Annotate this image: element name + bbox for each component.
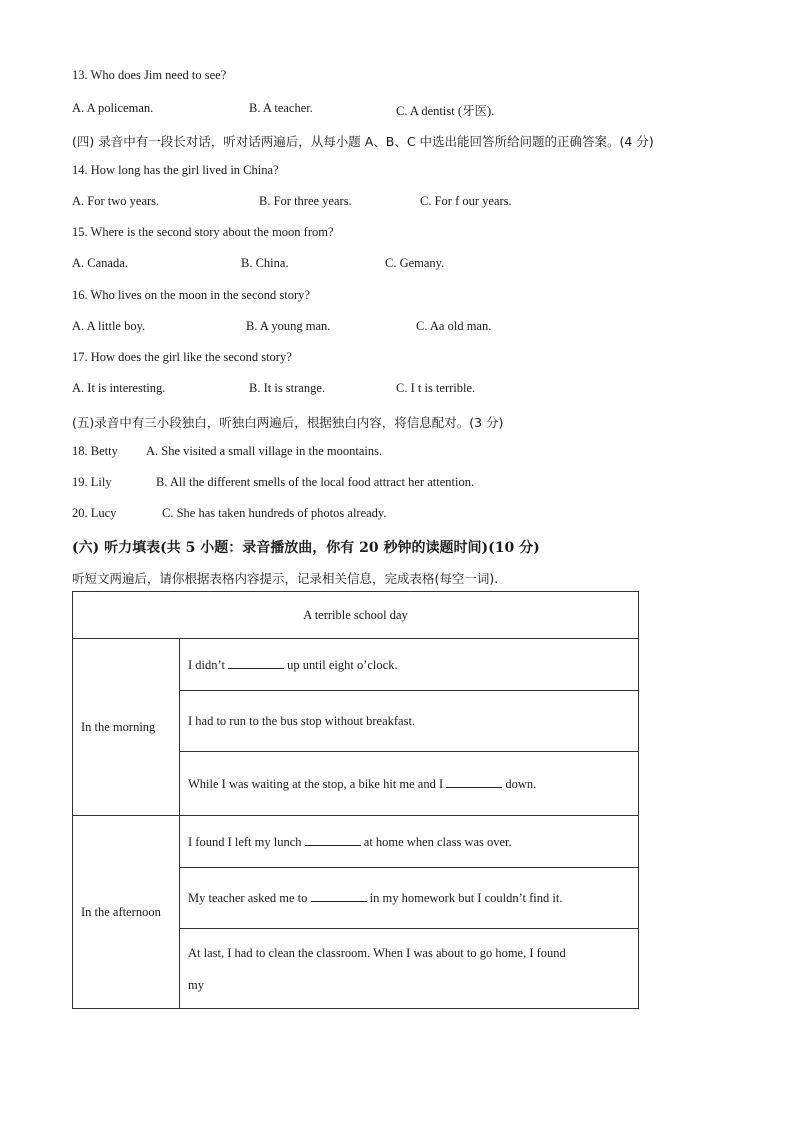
q13-option-a: A. A policeman. — [72, 101, 154, 115]
table-cell-morning-3 — [180, 752, 639, 816]
q16-option-a: A. A little boy. — [72, 319, 146, 333]
section-4-instruction: (四) 录音中有一段长对话，听对话两遍后，从每小题 A、B、C 中选出能回答所给问题的正确答案。(4 分) — [72, 134, 654, 149]
q14-option-a: A. For two years. — [72, 194, 160, 208]
match-name-19: 19. Lily — [72, 475, 112, 489]
question-17: 17. How does the girl like the second story? — [72, 350, 292, 364]
cell-text: my — [188, 977, 204, 992]
q14-option-b: B. For three years. — [259, 194, 352, 208]
q15-option-a: A. Canada. — [72, 256, 128, 270]
q13-option-c: C. A dentist (牙医). — [396, 104, 495, 118]
fill-in-table — [72, 591, 639, 1009]
q14-option-c: C. For f our years. — [420, 194, 512, 208]
table-cell-afternoon-3 — [180, 929, 639, 1009]
match-name-20: 20. Lucy — [72, 506, 117, 520]
cell-text: up until eight o’clock. — [287, 657, 398, 672]
answer-blank — [446, 776, 502, 788]
question-13: 13. Who does Jim need to see? — [72, 68, 227, 82]
table-cell-morning-2: I had to run to the bus stop without breakfast. — [180, 691, 639, 752]
answer-blank — [228, 657, 284, 669]
q17-option-b: B. It is strange. — [249, 381, 326, 395]
question-16: 16. Who lives on the moon in the second story? — [72, 288, 310, 302]
table-title: A terrible school day — [73, 592, 639, 639]
match-option-b: B. All the different smells of the local food attract her attention. — [156, 475, 475, 489]
q17-option-a: A. It is interesting. — [72, 381, 166, 395]
row-label-morning: In the morning — [73, 639, 180, 816]
question-15: 15. Where is the second story about the moon from? — [72, 225, 334, 239]
cell-text: My teacher asked me to — [188, 891, 308, 905]
q17-option-c: C. I t is terrible. — [396, 381, 476, 395]
cell-text: down. — [505, 776, 537, 791]
q13-option-b: B. A teacher. — [249, 101, 313, 115]
cell-text: At last, I had to clean the classroom. When I was about to go home, I found — [188, 945, 566, 960]
q16-option-c: C. Aa old man. — [416, 319, 492, 333]
cell-text: I didn’t — [188, 657, 225, 672]
section-6-instruction: 听短文两遍后，请你根据表格内容提示，记录相关信息，完成表格(每空一词). — [72, 571, 499, 586]
cell-text: in my homework but I couldn’t find it. — [369, 891, 563, 905]
section-5-instruction: (五)录音中有三小段独白，听独白两遍后，根据独白内容，将信息配对。(3 分) — [72, 415, 504, 430]
section-6-heading: (六) 听力填表(共 5 小题：录音播放曲，你有 20 秒钟的读题时间)(10 分) — [72, 540, 540, 556]
match-option-c: C. She has taken hundreds of photos already. — [162, 506, 387, 520]
q15-option-b: B. China. — [241, 256, 289, 270]
cell-text: I found I left my lunch — [188, 834, 302, 849]
q15-option-c: C. Gemany. — [385, 256, 445, 270]
match-name-18: 18. Betty — [72, 444, 118, 458]
answer-blank — [311, 890, 367, 902]
table-cell-afternoon-2 — [180, 868, 639, 929]
row-label-afternoon: In the afternoon — [73, 816, 180, 1009]
table-cell-morning-1 — [180, 639, 639, 691]
match-option-a: A. She visited a small village in the moontains. — [146, 444, 383, 458]
cell-text: While I was waiting at the stop, a bike hit me and I — [188, 776, 444, 791]
cell-text: at home when class was over. — [363, 834, 512, 849]
q16-option-b: B. A young man. — [246, 319, 331, 333]
answer-blank — [305, 834, 361, 846]
question-14: 14. How long has the girl lived in China? — [72, 163, 279, 177]
table-cell-afternoon-1 — [180, 816, 639, 868]
